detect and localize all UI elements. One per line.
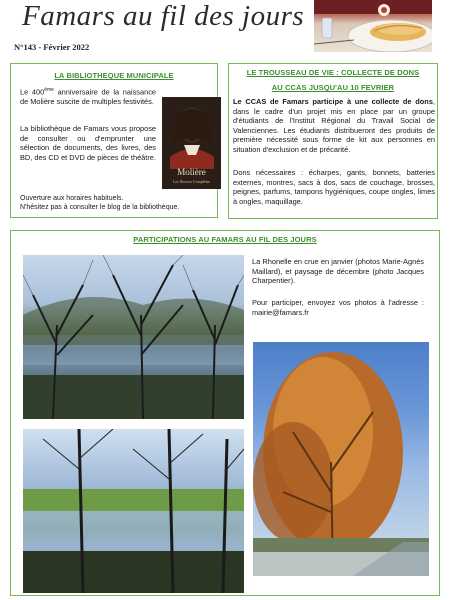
- bibliotheque-para-anniversary: Le 400ème anniversaire de la naissance de Molière suscite de multiples festivités.: [20, 87, 156, 107]
- bibliotheque-para-blog: N'hésitez pas à consulter le blog de la bibliothèque.: [20, 204, 180, 212]
- book-cover-title: Molière: [177, 167, 206, 177]
- bibliotheque-para-hours: Ouverture aux horaires habituels.: [20, 195, 124, 202]
- moliere-book-cover: [162, 97, 221, 189]
- flood-photo-2: [23, 429, 244, 593]
- participations-para-contact: Pour participer, envoyez vos photos à l'adresse : mairie@famars.fr: [252, 298, 424, 317]
- participations-title: PARTICIPATIONS AU FAMARS AU FIL DES JOURS: [133, 235, 317, 244]
- book-cover-subtitle: Les Œuvres Complètes: [172, 179, 211, 184]
- flood-photo-1: [23, 255, 244, 419]
- header-crepes-photo: [314, 0, 432, 52]
- bibliotheque-box: [10, 63, 218, 218]
- trousseau-para-needs: Dons nécessaires : écharpes, gants, bonnets, batteries externes, montres, sacs à dos, sacs de couchage, brosses, peignes, parfums, tampons hygiéniques, coupe ongles, limes à ongles, maquillage.: [233, 168, 435, 206]
- trousseau-para-project: Le CCAS de Famars participe à une collecte de dons, dans le cadre d'un projet mis en place par un groupe d'étudiants de l'Institut Régional du Travail Social de Valenciennes. Les étudiants distribueront des produits de première nécessité sous forme de kit aux personnes en situation d'exclusion et de précarité.: [233, 97, 435, 154]
- participations-para-credits: La Rhonelle en crue en janvier (photos Marie-Agnès Maillard), et paysage de décembre (photo Jacques Charpentier).: [252, 257, 424, 286]
- bibliotheque-title: LA BIBLIOTHEQUE MUNICIPALE: [54, 71, 174, 80]
- bibliotheque-para-selection: La bibliothèque de Famars vous propose de consulter ou d'emprunter une sélection de documents, des livres, des BD, des CD et DVD de pièces de théâtre.: [20, 124, 156, 162]
- december-landscape-photo: [253, 342, 429, 576]
- participations-box: [10, 230, 440, 596]
- trousseau-title-line2: AU CCAS JUSQU'AU 10 FEVRIER: [271, 83, 395, 92]
- issue-number: N°143 - Février 2022: [14, 42, 90, 52]
- masthead-title: Famars au fil des jours: [22, 0, 305, 32]
- trousseau-box: [228, 63, 438, 219]
- trousseau-title-line1: LE TROUSSEAU DE VIE : COLLECTE DE DONS: [246, 68, 420, 77]
